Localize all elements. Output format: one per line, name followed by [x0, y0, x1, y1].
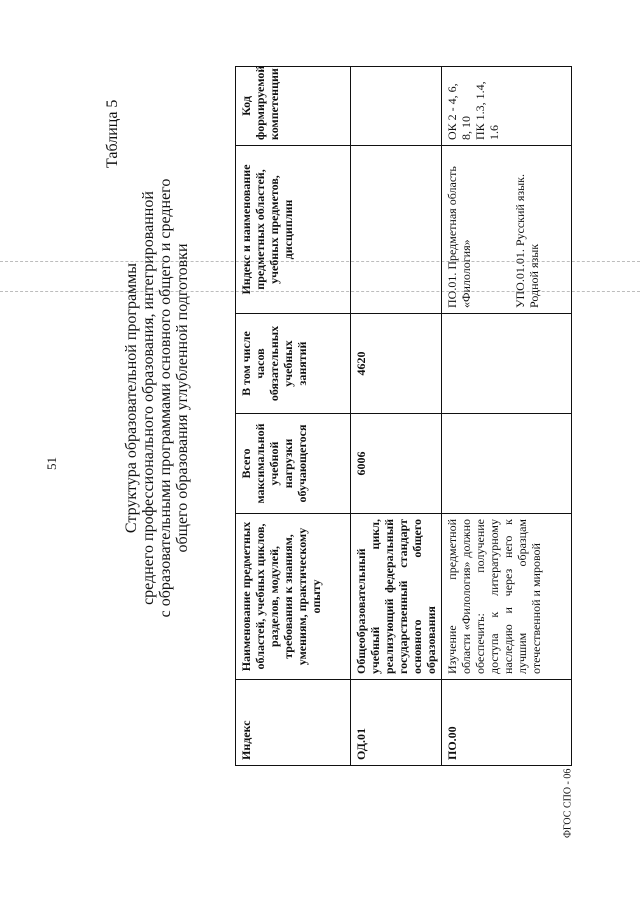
column-header-mandatory-hours: В том числе часов обязательных учебных занятий [236, 314, 351, 414]
row-name: Общеобразовательный учебный цикл, реализующий федеральный государственный стандарт основного общего образования [351, 514, 442, 680]
subject-spacer [473, 151, 513, 308]
competence-line: ПК 1.3, 1.4, 1.6 [473, 81, 501, 140]
title-line: среднего профессионального образования, интегрированной [140, 191, 157, 605]
column-header-index: Индекс [236, 680, 351, 766]
row-total-load [442, 414, 572, 514]
row-index: ПО.00 [442, 680, 572, 766]
title-line: общего образования углубленной подготовки [174, 243, 191, 553]
subject-line: ПО.01. Предметная область «Филология» [445, 166, 473, 308]
row-total-load: 6006 [351, 414, 442, 514]
row-name: Изучение предметной области «Филология» должно обеспечить: получение доступа к литературному наследию и через него к лучшим образцам отечественной и мировой [442, 514, 572, 680]
row-competence [351, 67, 442, 146]
row-mandatory-hours: 4620 [351, 314, 442, 414]
column-header-total-load: Всего максимальной учебной нагрузки обучающегося [236, 414, 351, 514]
table-row [351, 67, 442, 766]
structure-table [235, 66, 572, 766]
row-competence [442, 67, 572, 146]
header-row [236, 67, 351, 766]
subject-line: УПО.01.01. Русский язык. Родной язык [513, 174, 541, 308]
column-header-name: Наименование предметных областей, учебных циклов, разделов, модулей, требования к знаниям, умениям, практическому опыту [236, 514, 351, 680]
title-line: с образовательными программами основного общего и среднего [157, 178, 174, 618]
table-row [442, 67, 572, 766]
table-caption: Таблица 5 [104, 99, 121, 168]
column-header-subject: Индекс и наименование предметных областей, учебных предметов, дисциплин [236, 146, 351, 314]
document-title [123, 178, 191, 618]
row-index: ОД.01 [351, 680, 442, 766]
column-header-competence: Код формируемой компетенции [236, 67, 351, 146]
rotated-content [42, 65, 597, 838]
competence-line: ОК 2 - 4, 6, 8, 10 [445, 83, 473, 140]
row-subject [351, 146, 442, 314]
footer-code: ФГОС СПО - 06 [562, 768, 574, 838]
page-number: 51 [44, 457, 59, 470]
row-mandatory-hours [442, 314, 572, 414]
table-header [236, 67, 351, 766]
title-line: Структура образовательной программы [123, 262, 140, 534]
row-subject [442, 146, 572, 314]
